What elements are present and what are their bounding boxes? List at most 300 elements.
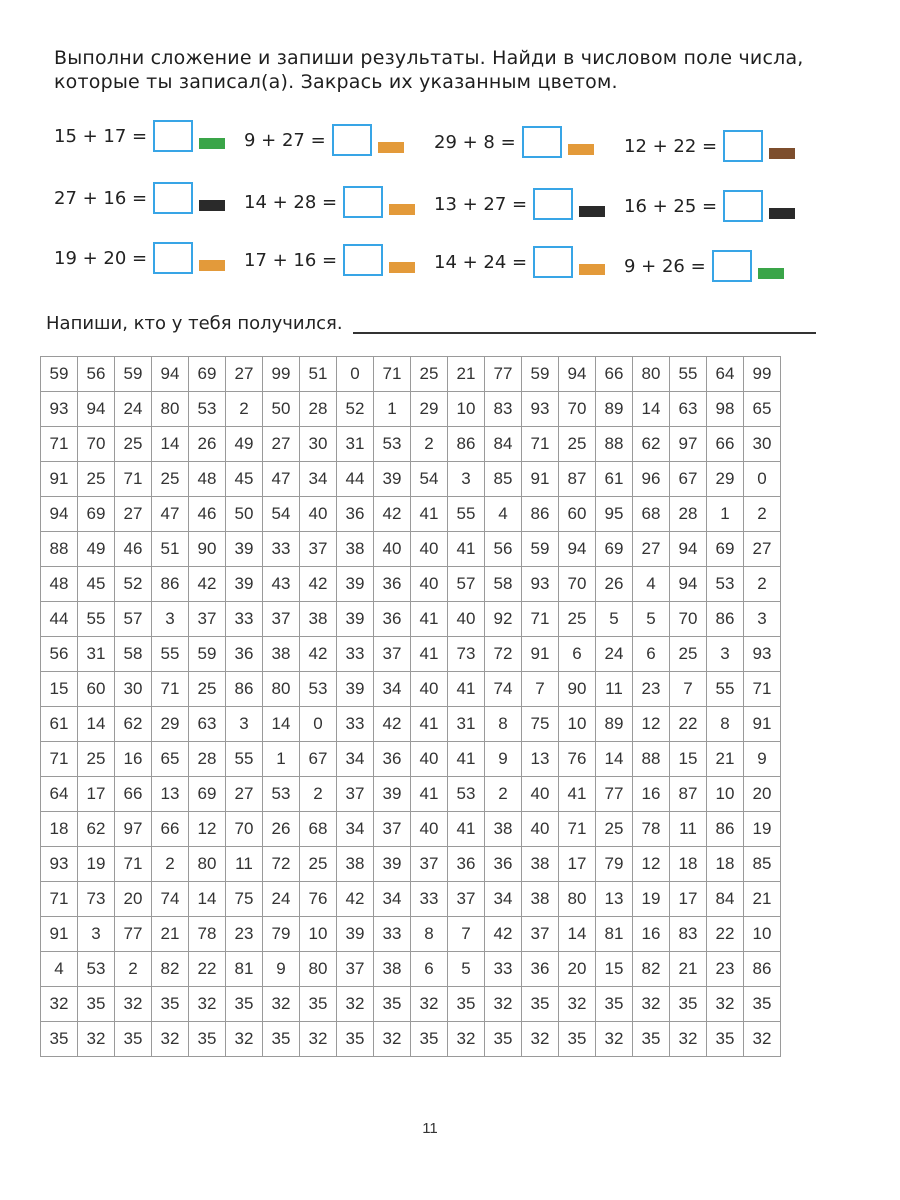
grid-cell[interactable]: 32 — [263, 987, 300, 1022]
grid-cell[interactable]: 39 — [337, 567, 374, 602]
grid-cell[interactable]: 39 — [226, 567, 263, 602]
grid-cell[interactable]: 70 — [559, 392, 596, 427]
grid-cell[interactable]: 37 — [411, 847, 448, 882]
grid-cell[interactable]: 47 — [152, 497, 189, 532]
grid-cell[interactable]: 19 — [633, 882, 670, 917]
grid-cell[interactable]: 60 — [559, 497, 596, 532]
grid-cell[interactable]: 14 — [596, 742, 633, 777]
grid-cell[interactable]: 36 — [337, 497, 374, 532]
grid-cell[interactable]: 86 — [152, 567, 189, 602]
grid-cell[interactable]: 41 — [559, 777, 596, 812]
answer-box[interactable] — [533, 188, 573, 220]
grid-cell[interactable]: 54 — [411, 462, 448, 497]
grid-cell[interactable]: 56 — [78, 357, 115, 392]
grid-cell[interactable]: 39 — [337, 602, 374, 637]
grid-cell[interactable]: 5 — [633, 602, 670, 637]
grid-cell[interactable]: 33 — [263, 532, 300, 567]
grid-cell[interactable]: 63 — [189, 707, 226, 742]
grid-cell[interactable]: 53 — [78, 952, 115, 987]
grid-cell[interactable]: 14 — [633, 392, 670, 427]
grid-cell[interactable]: 41 — [411, 777, 448, 812]
grid-cell[interactable]: 14 — [152, 427, 189, 462]
grid-cell[interactable]: 32 — [226, 1022, 263, 1057]
grid-cell[interactable]: 39 — [374, 847, 411, 882]
grid-cell[interactable]: 41 — [448, 672, 485, 707]
grid-cell[interactable]: 13 — [152, 777, 189, 812]
grid-cell[interactable]: 35 — [337, 1022, 374, 1057]
grid-cell[interactable]: 17 — [559, 847, 596, 882]
grid-cell[interactable]: 16 — [633, 917, 670, 952]
grid-cell[interactable]: 80 — [263, 672, 300, 707]
grid-cell[interactable]: 30 — [115, 672, 152, 707]
grid-cell[interactable]: 71 — [152, 672, 189, 707]
grid-cell[interactable]: 39 — [374, 777, 411, 812]
grid-cell[interactable]: 85 — [744, 847, 781, 882]
grid-cell[interactable]: 4 — [41, 952, 78, 987]
grid-cell[interactable]: 6 — [559, 637, 596, 672]
grid-cell[interactable]: 35 — [448, 987, 485, 1022]
grid-cell[interactable]: 35 — [115, 1022, 152, 1057]
answer-box[interactable] — [723, 190, 763, 222]
grid-cell[interactable]: 2 — [300, 777, 337, 812]
grid-cell[interactable]: 70 — [559, 567, 596, 602]
grid-cell[interactable]: 89 — [596, 707, 633, 742]
grid-cell[interactable]: 71 — [374, 357, 411, 392]
grid-cell[interactable]: 68 — [633, 497, 670, 532]
grid-cell[interactable]: 98 — [707, 392, 744, 427]
grid-cell[interactable]: 10 — [448, 392, 485, 427]
grid-cell[interactable]: 3 — [744, 602, 781, 637]
grid-cell[interactable]: 28 — [189, 742, 226, 777]
grid-cell[interactable]: 27 — [263, 427, 300, 462]
grid-cell[interactable]: 25 — [78, 742, 115, 777]
grid-cell[interactable]: 64 — [41, 777, 78, 812]
grid-cell[interactable]: 76 — [559, 742, 596, 777]
grid-cell[interactable]: 9 — [485, 742, 522, 777]
grid-cell[interactable]: 91 — [41, 462, 78, 497]
grid-cell[interactable]: 88 — [596, 427, 633, 462]
grid-cell[interactable]: 70 — [78, 427, 115, 462]
grid-cell[interactable]: 53 — [263, 777, 300, 812]
grid-cell[interactable]: 34 — [374, 672, 411, 707]
answer-box[interactable] — [153, 120, 193, 152]
grid-cell[interactable]: 9 — [744, 742, 781, 777]
grid-cell[interactable]: 25 — [559, 602, 596, 637]
grid-cell[interactable]: 33 — [337, 637, 374, 672]
grid-cell[interactable]: 8 — [411, 917, 448, 952]
grid-cell[interactable]: 55 — [152, 637, 189, 672]
grid-cell[interactable]: 38 — [337, 532, 374, 567]
grid-cell[interactable]: 57 — [448, 567, 485, 602]
grid-cell[interactable]: 12 — [633, 707, 670, 742]
grid-cell[interactable]: 19 — [78, 847, 115, 882]
grid-cell[interactable]: 45 — [78, 567, 115, 602]
grid-cell[interactable]: 97 — [115, 812, 152, 847]
grid-cell[interactable]: 27 — [744, 532, 781, 567]
grid-cell[interactable]: 41 — [411, 602, 448, 637]
grid-cell[interactable]: 56 — [485, 532, 522, 567]
grid-cell[interactable]: 21 — [152, 917, 189, 952]
grid-cell[interactable]: 38 — [374, 952, 411, 987]
grid-cell[interactable]: 5 — [448, 952, 485, 987]
grid-cell[interactable]: 20 — [744, 777, 781, 812]
grid-cell[interactable]: 33 — [411, 882, 448, 917]
grid-cell[interactable]: 86 — [744, 952, 781, 987]
grid-cell[interactable]: 35 — [670, 987, 707, 1022]
grid-cell[interactable]: 80 — [189, 847, 226, 882]
grid-cell[interactable]: 26 — [189, 427, 226, 462]
grid-cell[interactable]: 21 — [670, 952, 707, 987]
grid-cell[interactable]: 40 — [411, 812, 448, 847]
grid-cell[interactable]: 32 — [522, 1022, 559, 1057]
answer-box[interactable] — [332, 124, 372, 156]
grid-cell[interactable]: 71 — [115, 462, 152, 497]
grid-cell[interactable]: 59 — [115, 357, 152, 392]
grid-cell[interactable]: 35 — [411, 1022, 448, 1057]
grid-cell[interactable]: 37 — [337, 952, 374, 987]
grid-cell[interactable]: 2 — [744, 567, 781, 602]
grid-cell[interactable]: 6 — [411, 952, 448, 987]
grid-cell[interactable]: 84 — [485, 427, 522, 462]
grid-cell[interactable]: 3 — [707, 637, 744, 672]
grid-cell[interactable]: 55 — [670, 357, 707, 392]
grid-cell[interactable]: 86 — [226, 672, 263, 707]
grid-cell[interactable]: 42 — [485, 917, 522, 952]
grid-cell[interactable]: 53 — [189, 392, 226, 427]
grid-cell[interactable]: 31 — [448, 707, 485, 742]
grid-cell[interactable]: 37 — [189, 602, 226, 637]
grid-cell[interactable]: 37 — [263, 602, 300, 637]
grid-cell[interactable]: 0 — [300, 707, 337, 742]
grid-cell[interactable]: 77 — [485, 357, 522, 392]
answer-box[interactable] — [153, 182, 193, 214]
grid-cell[interactable]: 69 — [189, 777, 226, 812]
grid-cell[interactable]: 20 — [115, 882, 152, 917]
grid-cell[interactable]: 29 — [152, 707, 189, 742]
grid-cell[interactable]: 2 — [744, 497, 781, 532]
grid-cell[interactable]: 70 — [670, 602, 707, 637]
grid-cell[interactable]: 68 — [300, 812, 337, 847]
grid-cell[interactable]: 69 — [707, 532, 744, 567]
grid-cell[interactable]: 71 — [522, 427, 559, 462]
grid-cell[interactable]: 13 — [596, 882, 633, 917]
grid-cell[interactable]: 16 — [633, 777, 670, 812]
grid-cell[interactable]: 36 — [485, 847, 522, 882]
grid-cell[interactable]: 23 — [707, 952, 744, 987]
grid-cell[interactable]: 33 — [485, 952, 522, 987]
grid-cell[interactable]: 36 — [226, 637, 263, 672]
grid-cell[interactable]: 86 — [707, 602, 744, 637]
grid-cell[interactable]: 27 — [226, 357, 263, 392]
grid-cell[interactable]: 18 — [707, 847, 744, 882]
grid-cell[interactable]: 3 — [152, 602, 189, 637]
grid-cell[interactable]: 18 — [41, 812, 78, 847]
grid-cell[interactable]: 77 — [596, 777, 633, 812]
grid-cell[interactable]: 38 — [300, 602, 337, 637]
grid-cell[interactable]: 53 — [448, 777, 485, 812]
answer-box[interactable] — [522, 126, 562, 158]
grid-cell[interactable]: 94 — [41, 497, 78, 532]
grid-cell[interactable]: 37 — [522, 917, 559, 952]
answer-box[interactable] — [343, 244, 383, 276]
grid-cell[interactable]: 24 — [115, 392, 152, 427]
grid-cell[interactable]: 14 — [189, 882, 226, 917]
grid-cell[interactable]: 66 — [115, 777, 152, 812]
grid-cell[interactable]: 71 — [41, 742, 78, 777]
grid-cell[interactable]: 24 — [596, 637, 633, 672]
grid-cell[interactable]: 37 — [374, 637, 411, 672]
grid-cell[interactable]: 96 — [633, 462, 670, 497]
grid-cell[interactable]: 35 — [559, 1022, 596, 1057]
grid-cell[interactable]: 32 — [152, 1022, 189, 1057]
grid-cell[interactable]: 69 — [596, 532, 633, 567]
grid-cell[interactable]: 41 — [411, 497, 448, 532]
grid-cell[interactable]: 41 — [448, 742, 485, 777]
grid-cell[interactable]: 33 — [226, 602, 263, 637]
grid-cell[interactable]: 94 — [559, 357, 596, 392]
grid-cell[interactable]: 87 — [559, 462, 596, 497]
grid-cell[interactable]: 0 — [337, 357, 374, 392]
grid-cell[interactable]: 42 — [300, 637, 337, 672]
grid-cell[interactable]: 59 — [522, 532, 559, 567]
grid-cell[interactable]: 85 — [485, 462, 522, 497]
grid-cell[interactable]: 26 — [263, 812, 300, 847]
grid-cell[interactable]: 7 — [522, 672, 559, 707]
grid-cell[interactable]: 10 — [707, 777, 744, 812]
grid-cell[interactable]: 55 — [78, 602, 115, 637]
grid-cell[interactable]: 8 — [485, 707, 522, 742]
grid-cell[interactable]: 94 — [670, 532, 707, 567]
grid-cell[interactable]: 86 — [522, 497, 559, 532]
grid-cell[interactable]: 71 — [41, 882, 78, 917]
grid-cell[interactable]: 5 — [596, 602, 633, 637]
grid-cell[interactable]: 95 — [596, 497, 633, 532]
grid-cell[interactable]: 40 — [522, 777, 559, 812]
grid-cell[interactable]: 86 — [707, 812, 744, 847]
grid-cell[interactable]: 62 — [115, 707, 152, 742]
grid-cell[interactable]: 90 — [559, 672, 596, 707]
grid-cell[interactable]: 22 — [189, 952, 226, 987]
grid-cell[interactable]: 38 — [522, 882, 559, 917]
grid-cell[interactable]: 21 — [744, 882, 781, 917]
grid-cell[interactable]: 2 — [152, 847, 189, 882]
grid-cell[interactable]: 41 — [411, 707, 448, 742]
answer-box[interactable] — [712, 250, 752, 282]
grid-cell[interactable]: 32 — [78, 1022, 115, 1057]
grid-cell[interactable]: 62 — [633, 427, 670, 462]
grid-cell[interactable]: 17 — [670, 882, 707, 917]
grid-cell[interactable]: 40 — [522, 812, 559, 847]
grid-cell[interactable]: 66 — [152, 812, 189, 847]
grid-cell[interactable]: 29 — [411, 392, 448, 427]
grid-cell[interactable]: 72 — [263, 847, 300, 882]
grid-cell[interactable]: 19 — [744, 812, 781, 847]
grid-cell[interactable]: 2 — [411, 427, 448, 462]
grid-cell[interactable]: 43 — [263, 567, 300, 602]
grid-cell[interactable]: 66 — [707, 427, 744, 462]
grid-cell[interactable]: 26 — [596, 567, 633, 602]
grid-cell[interactable]: 32 — [707, 987, 744, 1022]
grid-cell[interactable]: 91 — [744, 707, 781, 742]
grid-cell[interactable]: 80 — [559, 882, 596, 917]
answer-box[interactable] — [343, 186, 383, 218]
grid-cell[interactable]: 9 — [263, 952, 300, 987]
grid-cell[interactable]: 35 — [41, 1022, 78, 1057]
grid-cell[interactable]: 37 — [337, 777, 374, 812]
grid-cell[interactable]: 34 — [337, 742, 374, 777]
grid-cell[interactable]: 97 — [670, 427, 707, 462]
grid-cell[interactable]: 1 — [374, 392, 411, 427]
grid-cell[interactable]: 15 — [670, 742, 707, 777]
answer-box[interactable] — [723, 130, 763, 162]
grid-cell[interactable]: 40 — [411, 672, 448, 707]
grid-cell[interactable]: 33 — [374, 917, 411, 952]
grid-cell[interactable]: 55 — [707, 672, 744, 707]
answer-box[interactable] — [533, 246, 573, 278]
grid-cell[interactable]: 25 — [670, 637, 707, 672]
grid-cell[interactable]: 64 — [707, 357, 744, 392]
grid-cell[interactable]: 37 — [448, 882, 485, 917]
grid-cell[interactable]: 35 — [300, 987, 337, 1022]
grid-cell[interactable]: 87 — [670, 777, 707, 812]
grid-cell[interactable]: 53 — [707, 567, 744, 602]
grid-cell[interactable]: 42 — [337, 882, 374, 917]
grid-cell[interactable]: 3 — [78, 917, 115, 952]
grid-cell[interactable]: 31 — [337, 427, 374, 462]
grid-cell[interactable]: 32 — [41, 987, 78, 1022]
grid-cell[interactable]: 35 — [189, 1022, 226, 1057]
grid-cell[interactable]: 2 — [115, 952, 152, 987]
grid-cell[interactable]: 39 — [226, 532, 263, 567]
grid-cell[interactable]: 72 — [485, 637, 522, 672]
grid-cell[interactable]: 35 — [744, 987, 781, 1022]
grid-cell[interactable]: 16 — [115, 742, 152, 777]
grid-cell[interactable]: 46 — [115, 532, 152, 567]
grid-cell[interactable]: 22 — [707, 917, 744, 952]
grid-cell[interactable]: 65 — [744, 392, 781, 427]
grid-cell[interactable]: 71 — [522, 602, 559, 637]
grid-cell[interactable]: 42 — [300, 567, 337, 602]
grid-cell[interactable]: 14 — [263, 707, 300, 742]
grid-cell[interactable]: 83 — [670, 917, 707, 952]
grid-cell[interactable]: 56 — [41, 637, 78, 672]
grid-cell[interactable]: 32 — [189, 987, 226, 1022]
grid-cell[interactable]: 91 — [522, 462, 559, 497]
grid-cell[interactable]: 48 — [41, 567, 78, 602]
grid-cell[interactable]: 21 — [448, 357, 485, 392]
grid-cell[interactable]: 10 — [300, 917, 337, 952]
grid-cell[interactable]: 48 — [189, 462, 226, 497]
grid-cell[interactable]: 35 — [374, 987, 411, 1022]
grid-cell[interactable]: 69 — [78, 497, 115, 532]
grid-cell[interactable]: 44 — [41, 602, 78, 637]
grid-cell[interactable]: 40 — [411, 532, 448, 567]
grid-cell[interactable]: 14 — [78, 707, 115, 742]
grid-cell[interactable]: 59 — [522, 357, 559, 392]
grid-cell[interactable]: 29 — [707, 462, 744, 497]
grid-cell[interactable]: 39 — [374, 462, 411, 497]
grid-cell[interactable]: 2 — [226, 392, 263, 427]
grid-cell[interactable]: 74 — [152, 882, 189, 917]
grid-cell[interactable]: 80 — [633, 357, 670, 392]
grid-cell[interactable]: 80 — [300, 952, 337, 987]
grid-cell[interactable]: 38 — [485, 812, 522, 847]
grid-cell[interactable]: 25 — [189, 672, 226, 707]
grid-cell[interactable]: 35 — [596, 987, 633, 1022]
grid-cell[interactable]: 30 — [744, 427, 781, 462]
grid-cell[interactable]: 20 — [559, 952, 596, 987]
grid-cell[interactable]: 4 — [633, 567, 670, 602]
grid-cell[interactable]: 42 — [189, 567, 226, 602]
grid-cell[interactable]: 25 — [596, 812, 633, 847]
grid-cell[interactable]: 25 — [559, 427, 596, 462]
grid-cell[interactable]: 15 — [596, 952, 633, 987]
grid-cell[interactable]: 0 — [744, 462, 781, 497]
grid-cell[interactable]: 67 — [670, 462, 707, 497]
grid-cell[interactable]: 93 — [522, 392, 559, 427]
grid-cell[interactable]: 11 — [670, 812, 707, 847]
grid-cell[interactable]: 36 — [448, 847, 485, 882]
grid-cell[interactable]: 32 — [485, 987, 522, 1022]
grid-cell[interactable]: 37 — [300, 532, 337, 567]
grid-cell[interactable]: 34 — [300, 462, 337, 497]
grid-cell[interactable]: 25 — [152, 462, 189, 497]
grid-cell[interactable]: 81 — [226, 952, 263, 987]
grid-cell[interactable]: 71 — [115, 847, 152, 882]
grid-cell[interactable]: 8 — [707, 707, 744, 742]
grid-cell[interactable]: 53 — [300, 672, 337, 707]
grid-cell[interactable]: 94 — [152, 357, 189, 392]
grid-cell[interactable]: 51 — [300, 357, 337, 392]
grid-cell[interactable]: 55 — [226, 742, 263, 777]
grid-cell[interactable]: 67 — [300, 742, 337, 777]
grid-cell[interactable]: 54 — [263, 497, 300, 532]
grid-cell[interactable]: 25 — [300, 847, 337, 882]
grid-cell[interactable]: 66 — [596, 357, 633, 392]
grid-cell[interactable]: 93 — [744, 637, 781, 672]
grid-cell[interactable]: 41 — [448, 812, 485, 847]
grid-cell[interactable]: 7 — [448, 917, 485, 952]
grid-cell[interactable]: 34 — [374, 882, 411, 917]
grid-cell[interactable]: 77 — [115, 917, 152, 952]
grid-cell[interactable]: 4 — [485, 497, 522, 532]
grid-cell[interactable]: 36 — [374, 567, 411, 602]
grid-cell[interactable]: 15 — [41, 672, 78, 707]
grid-cell[interactable]: 32 — [744, 1022, 781, 1057]
grid-cell[interactable]: 59 — [189, 637, 226, 672]
answer-box[interactable] — [153, 242, 193, 274]
grid-cell[interactable]: 50 — [226, 497, 263, 532]
grid-cell[interactable]: 13 — [522, 742, 559, 777]
grid-cell[interactable]: 11 — [226, 847, 263, 882]
grid-cell[interactable]: 69 — [189, 357, 226, 392]
grid-cell[interactable]: 25 — [78, 462, 115, 497]
grid-cell[interactable]: 32 — [374, 1022, 411, 1057]
grid-cell[interactable]: 1 — [263, 742, 300, 777]
grid-cell[interactable]: 63 — [670, 392, 707, 427]
grid-cell[interactable]: 32 — [448, 1022, 485, 1057]
grid-cell[interactable]: 84 — [707, 882, 744, 917]
grid-cell[interactable]: 27 — [226, 777, 263, 812]
grid-cell[interactable]: 75 — [226, 882, 263, 917]
grid-cell[interactable]: 12 — [189, 812, 226, 847]
grid-cell[interactable]: 82 — [152, 952, 189, 987]
grid-cell[interactable]: 35 — [226, 987, 263, 1022]
answer-line[interactable] — [353, 312, 816, 334]
grid-cell[interactable]: 94 — [559, 532, 596, 567]
grid-cell[interactable]: 30 — [300, 427, 337, 462]
grid-cell[interactable]: 18 — [670, 847, 707, 882]
